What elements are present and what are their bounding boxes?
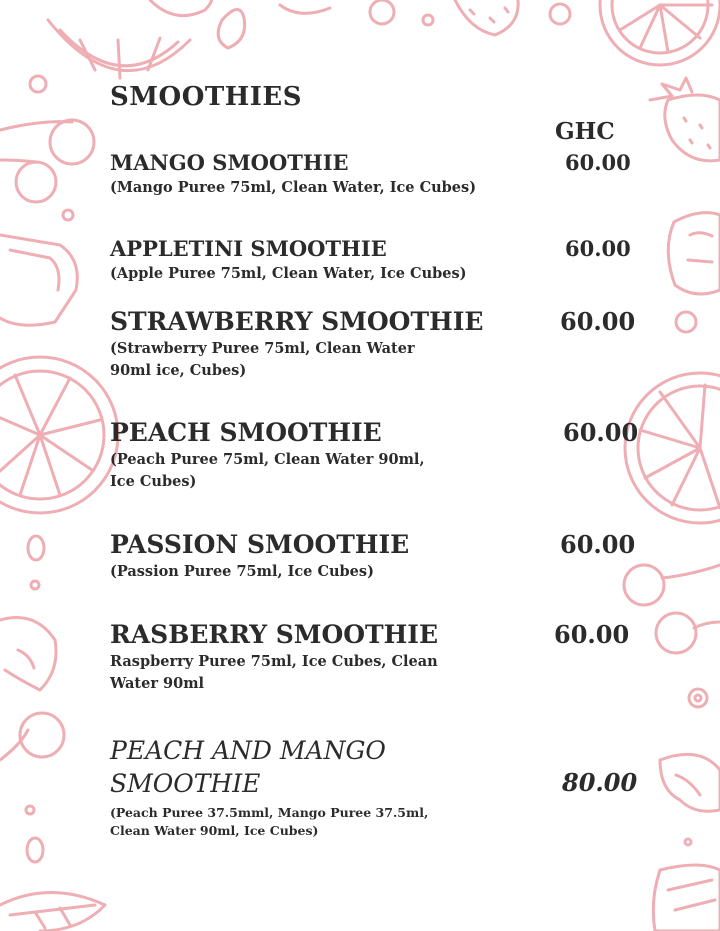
item-name: PEACH SMOOTHIE: [110, 418, 382, 447]
item-description: (Strawberry Puree 75ml, Clean Water 90ml ice, Cubes): [110, 340, 415, 379]
menu-item-rasberry-smoothie: [110, 620, 640, 695]
menu-item-passion-smoothie: [110, 530, 640, 583]
item-description: (Passion Puree 75ml, Ice Cubes): [110, 563, 374, 580]
item-price: 80.00: [562, 768, 638, 797]
item-description: (Mango Puree 75ml, Clean Water, Ice Cubes): [110, 179, 477, 196]
item-name: RASBERRY SMOOTHIE: [110, 620, 439, 649]
item-name: APPLETINI SMOOTHIE: [110, 236, 387, 261]
item-price: 60.00: [565, 236, 631, 261]
item-price: 60.00: [560, 530, 636, 559]
item-name: PASSION SMOOTHIE: [110, 530, 410, 559]
item-description: Raspberry Puree 75ml, Ice Cubes, Clean Water 90ml: [110, 653, 438, 692]
menu-item-appletini-smoothie: [110, 236, 640, 285]
item-price: 60.00: [565, 150, 631, 175]
currency-header: GHC: [555, 118, 615, 145]
item-name: STRAWBERRY SMOOTHIE: [110, 307, 484, 336]
item-name: PEACH AND MANGO SMOOTHIE: [110, 736, 386, 798]
item-price: 60.00: [563, 418, 639, 447]
menu-item-mango-smoothie: [110, 150, 640, 199]
menu-item-strawberry-smoothie: [110, 307, 640, 382]
menu-title: SMOOTHIES: [110, 82, 303, 112]
item-description: (Apple Puree 75ml, Clean Water, Ice Cubes): [110, 265, 467, 282]
menu-item-peach-smoothie: [110, 418, 640, 493]
item-price: 60.00: [560, 307, 636, 336]
item-price: 60.00: [554, 620, 630, 649]
item-description: (Peach Puree 75ml, Clean Water 90ml, Ice Cubes): [110, 451, 425, 490]
item-description: (Peach Puree 37.5mml, Mango Puree 37.5ml, Clean Water 90ml, Ice Cubes): [110, 805, 429, 838]
menu-item-peach-and-mango-smoothie: [110, 734, 640, 840]
item-name: MANGO SMOOTHIE: [110, 150, 349, 175]
